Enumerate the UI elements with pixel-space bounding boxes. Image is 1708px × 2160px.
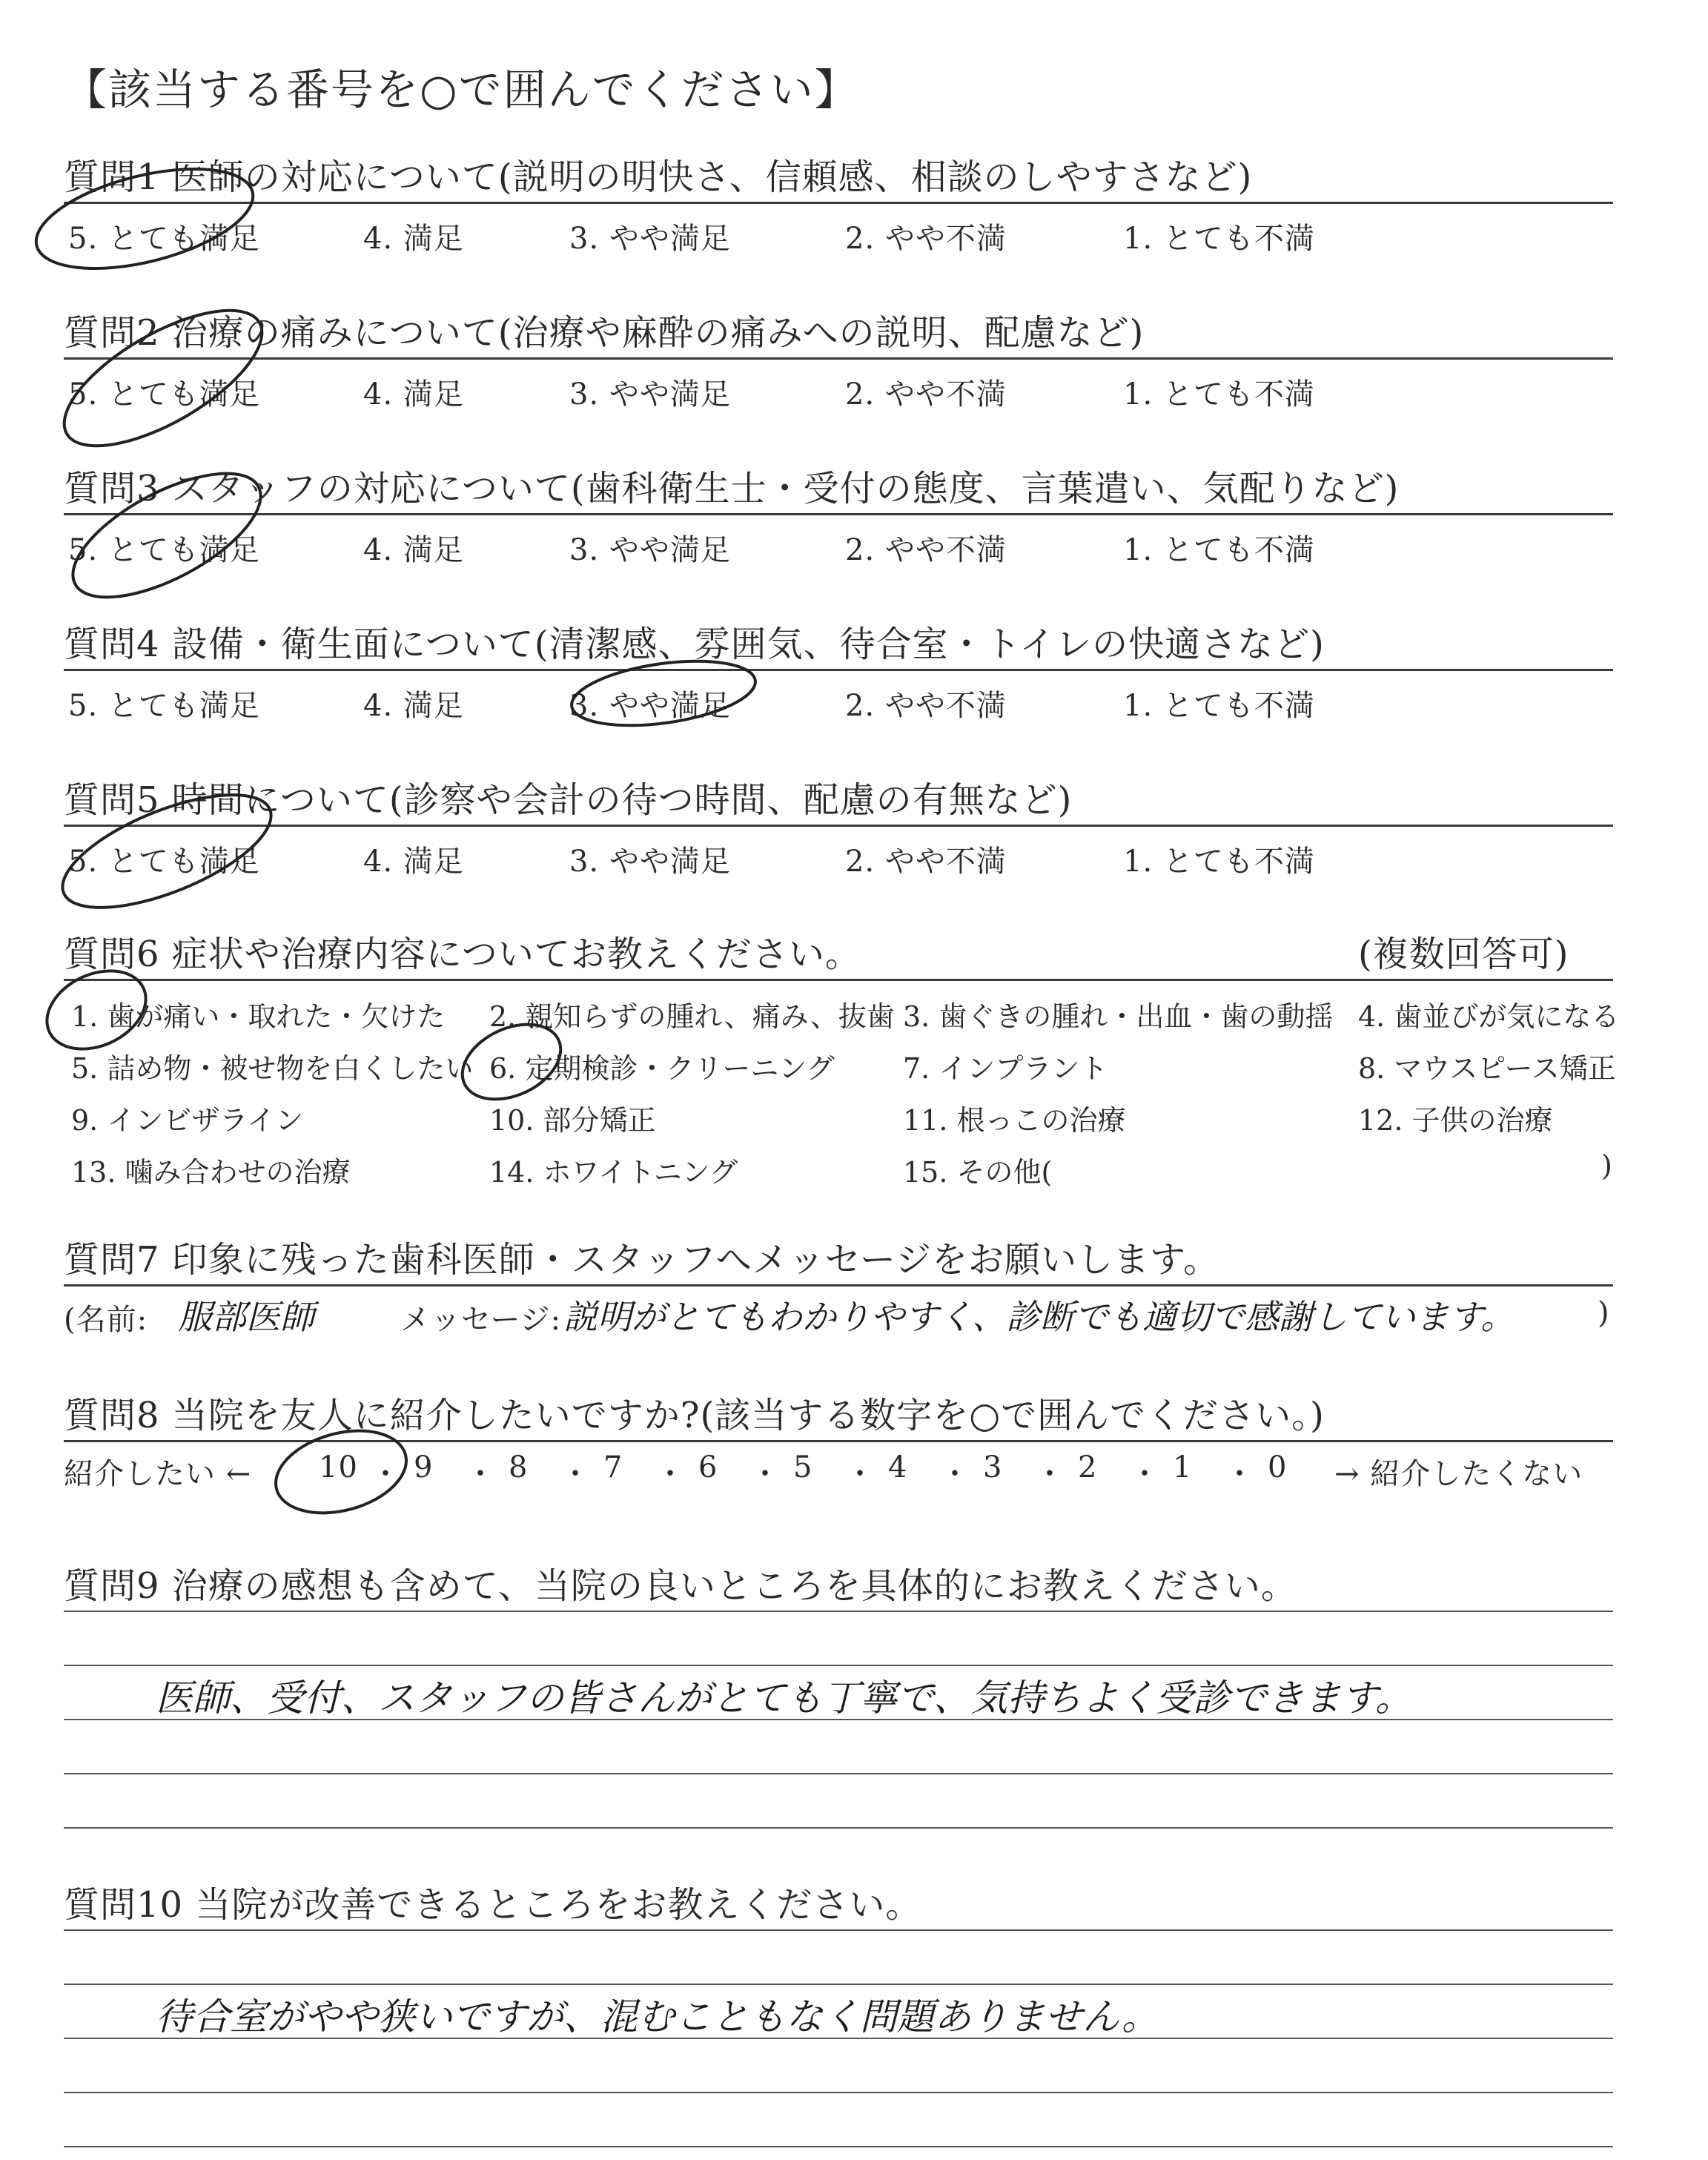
q7-message-value[interactable]: 説明がとてもわかりやすく、診断でも適切で感謝しています。	[563, 1297, 1515, 1337]
q6-option-10[interactable]: 10. 部分矯正	[489, 1104, 656, 1137]
q6-option-15[interactable]: 15. その他(	[903, 1156, 1053, 1189]
q3-option-4[interactable]: 4. 満足	[363, 533, 464, 567]
q6-option-3[interactable]: 3. 歯ぐきの腫れ・出血・歯の動揺	[903, 1000, 1334, 1033]
q1-option-4[interactable]: 4. 満足	[363, 222, 464, 256]
q8-separator: ・	[845, 1457, 875, 1491]
q6-option-12[interactable]: 12. 子供の治療	[1358, 1104, 1553, 1137]
q1-option-1[interactable]: 1. とても不満	[1123, 222, 1315, 256]
q5-option-4[interactable]: 4. 満足	[363, 845, 464, 879]
q8-separator: ・	[655, 1457, 686, 1491]
q6-other-close: )	[1601, 1149, 1612, 1182]
q8-score-4[interactable]: 4	[888, 1450, 908, 1484]
q8-right-label: → 紹介したくない	[1334, 1457, 1583, 1491]
q8-score-5[interactable]: 5	[793, 1450, 813, 1484]
q8-separator: ・	[1035, 1457, 1065, 1491]
q5-option-3[interactable]: 3. やや満足	[569, 845, 731, 879]
q8-separator: ・	[560, 1457, 591, 1491]
q8-score-3[interactable]: 3	[983, 1450, 1003, 1484]
q6-option-11[interactable]: 11. 根っこの治療	[903, 1104, 1126, 1137]
q2-option-3[interactable]: 3. やや満足	[569, 377, 731, 412]
q5-rule	[64, 825, 1613, 827]
q6-option-13[interactable]: 13. 噛み合わせの治療	[71, 1156, 351, 1189]
q6-title: 質問6 症状や治療内容についてお教えください。	[64, 934, 861, 975]
q8-separator: ・	[371, 1457, 401, 1491]
q6-option-4[interactable]: 4. 歯並びが気になる	[1358, 1000, 1620, 1033]
q8-score-2[interactable]: 2	[1078, 1450, 1098, 1484]
q6-option-5[interactable]: 5. 詰め物・被せ物を白くしたい	[71, 1052, 474, 1085]
q8-score-6[interactable]: 6	[698, 1450, 718, 1484]
q8-score-10[interactable]: 10	[319, 1450, 358, 1484]
q4-option-3[interactable]: 3. やや満足	[569, 689, 731, 723]
q8-score-7[interactable]: 7	[603, 1450, 623, 1484]
q8-score-8[interactable]: 8	[509, 1450, 529, 1484]
q6-option-9[interactable]: 9. インビザライン	[71, 1104, 304, 1137]
q1-option-3[interactable]: 3. やや満足	[569, 222, 731, 256]
q4-option-5[interactable]: 5. とても満足	[68, 689, 260, 723]
q7-name-value[interactable]: 服部医師	[178, 1297, 314, 1337]
q4-title: 質問4 設備・衛生面について(清潔感、雰囲気、待合室・トイレの快適さなど)	[64, 624, 1325, 665]
q1-title: 質問1 医師の対応について(説明の明快さ、信頼感、相談のしやすさなど)	[64, 156, 1253, 198]
q3-option-5[interactable]: 5. とても満足	[68, 533, 260, 567]
q8-separator: ・	[1130, 1457, 1160, 1491]
q3-option-2[interactable]: 2. やや不満	[845, 533, 1007, 567]
q2-option-5[interactable]: 5. とても満足	[68, 377, 260, 412]
q8-title: 質問8 当院を友人に紹介したいですか?(該当する数字を○で囲んでください。)	[64, 1395, 1325, 1436]
q2-title: 質問2 治療の痛みについて(治療や麻酔の痛みへの説明、配慮など)	[64, 312, 1145, 354]
q6-option-1[interactable]: 1. 歯が痛い・取れた・欠けた	[71, 1000, 446, 1033]
q4-rule	[64, 669, 1613, 671]
q3-option-1[interactable]: 1. とても不満	[1123, 533, 1315, 567]
q6-option-7[interactable]: 7. インプラント	[903, 1052, 1108, 1085]
q2-option-4[interactable]: 4. 満足	[363, 377, 464, 412]
q8-left-label: 紹介したい ←	[64, 1457, 252, 1491]
q7-name-label: (名前:	[64, 1303, 148, 1337]
q2-option-2[interactable]: 2. やや不満	[845, 377, 1007, 412]
q6-option-8[interactable]: 8. マウスピース矯正	[1358, 1052, 1616, 1085]
q8-separator: ・	[940, 1457, 970, 1491]
page-title: 【該当する番号を○で囲んでください】	[64, 65, 859, 115]
q6-option-2[interactable]: 2. 親知らずの腫れ、痛み、抜歯	[489, 1000, 895, 1033]
q8-separator: ・	[750, 1457, 781, 1491]
q8-score-9[interactable]: 9	[414, 1450, 434, 1484]
q7-title: 質問7 印象に残った歯科医師・スタッフへメッセージをお願いします。	[64, 1239, 1220, 1281]
q2-option-1[interactable]: 1. とても不満	[1123, 377, 1315, 412]
q8-separator: ・	[1225, 1457, 1255, 1491]
q2-rule	[64, 357, 1613, 360]
q4-option-1[interactable]: 1. とても不満	[1123, 689, 1315, 723]
q1-option-5[interactable]: 5. とても満足	[68, 222, 260, 256]
q9-title: 質問9 治療の感想も含めて、当院の良いところを具体的にお教えください。	[64, 1565, 1297, 1607]
q10-title: 質問10 当院が改善できるところをお教えください。	[64, 1884, 922, 1926]
q3-rule	[64, 513, 1613, 515]
q1-rule	[64, 202, 1613, 204]
q3-title: 質問3 スタッフの対応について(歯科衛生士・受付の態度、言葉遣い、気配りなど)	[64, 468, 1400, 509]
q8-separator: ・	[466, 1457, 496, 1491]
q4-option-4[interactable]: 4. 満足	[363, 689, 464, 723]
q7-message-label: メッセージ:	[400, 1303, 562, 1337]
q7-close: )	[1598, 1296, 1610, 1330]
q6-option-6[interactable]: 6. 定期検診・クリーニング	[489, 1052, 835, 1085]
q8-score-0[interactable]: 0	[1268, 1450, 1288, 1484]
q5-title: 質問5 時間について(診察や会計の待つ時間、配慮の有無など)	[64, 779, 1073, 821]
q4-option-2[interactable]: 2. やや不満	[845, 689, 1007, 723]
q5-option-1[interactable]: 1. とても不満	[1123, 845, 1315, 879]
q9-answer[interactable]: 医師、受付、スタッフの皆さんがとても丁寧で、気持ちよく受診できます。	[156, 1677, 1412, 1720]
q10-answer[interactable]: 待合室がやや狭いですが、混むこともなく問題ありません。	[156, 1995, 1159, 2038]
q5-option-2[interactable]: 2. やや不満	[845, 845, 1007, 879]
q1-option-2[interactable]: 2. やや不満	[845, 222, 1007, 256]
q6-note: (複数回答可)	[1358, 934, 1569, 975]
q5-option-5[interactable]: 5. とても満足	[68, 845, 260, 879]
q8-score-1[interactable]: 1	[1173, 1450, 1193, 1484]
q6-option-14[interactable]: 14. ホワイトニング	[489, 1156, 738, 1189]
q3-option-3[interactable]: 3. やや満足	[569, 533, 731, 567]
